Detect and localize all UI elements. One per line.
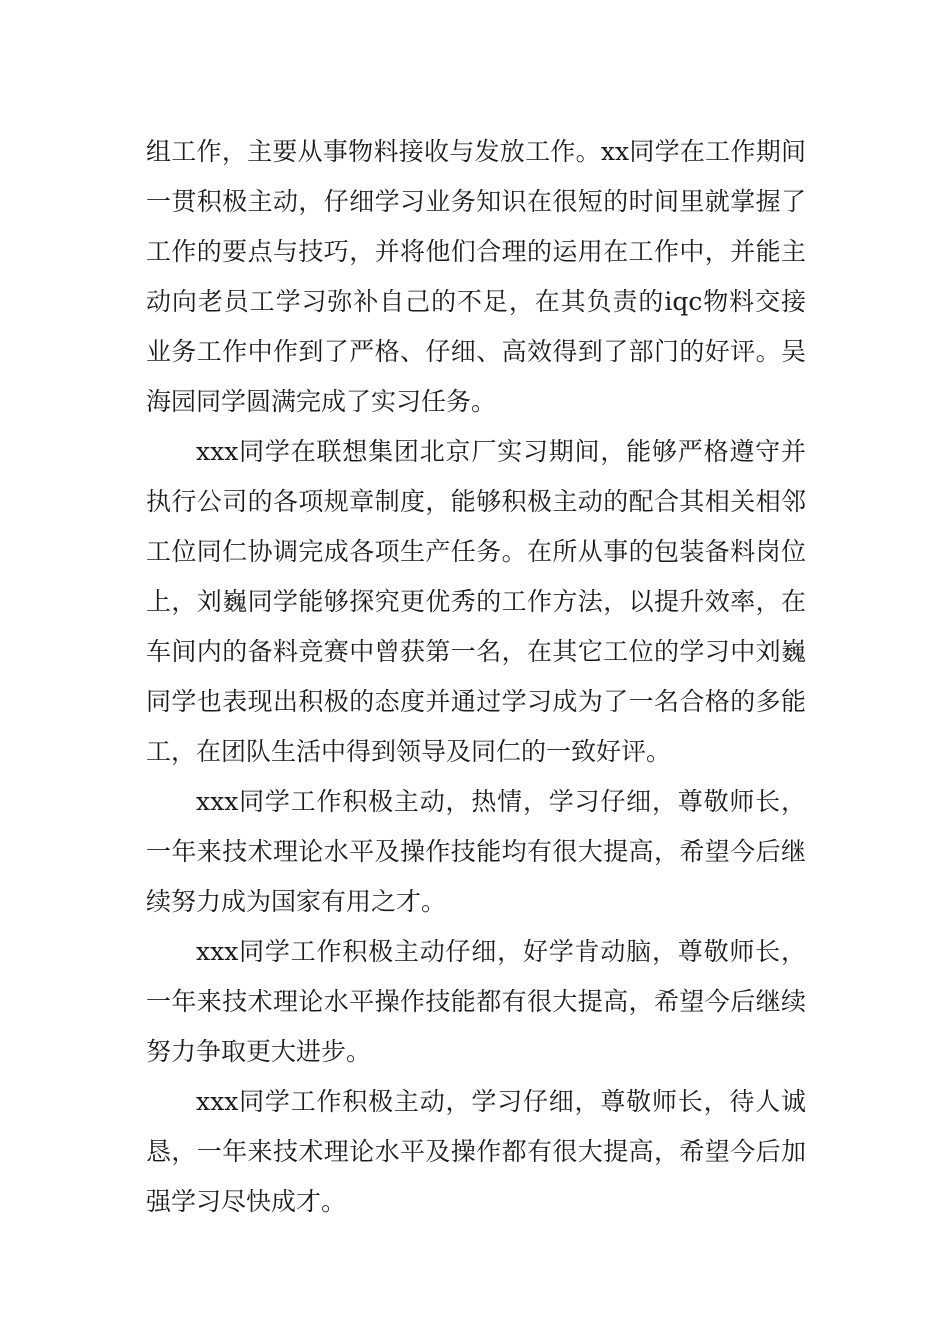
paragraph-2: xxx同学在联想集团北京厂实习期间，能够严格遵守并执行公司的各项规章制度，能够积极主动的配合其相关相邻工位同仁协调完成各项生产任务。在所从事的包装备料岗位上，刘巍同学能够探究更优秀的工作方法，以提升效率，在车间内的备料竞赛中曾获第一名，在其它工位的学习中刘巍同学也表现出积极的态度并通过学习成为了一名合格的多能工，在团队生活中得到领导及同仁的一致好评。 xyxy=(146,437,806,766)
paragraph-1: 组工作，主要从事物料接收与发放工作。xx同学在工作期间一贯积极主动，仔细学习业务知识在很短的时间里就掌握了工作的要点与技巧，并将他们合理的运用在工作中，并能主动向老员工学习弥补自己的不足，在其负责的iqc物料交接业务工作中作到了严格、仔细、高效得到了部门的好评。吴海园同学圆满完成了实习任务。 xyxy=(146,137,806,416)
paragraph-4: xxx同学工作积极主动仔细，好学肯动脑，尊敬师长，一年来技术理论水平操作技能都有很大提高，希望今后继续努力争取更大进步。 xyxy=(146,937,806,1066)
document-body xyxy=(146,127,806,1227)
paragraph-3: xxx同学工作积极主动，热情，学习仔细，尊敬师长，一年来技术理论水平及操作技能均有很大提高，希望今后继续努力成为国家有用之才。 xyxy=(146,787,806,916)
paragraph-5: xxx同学工作积极主动，学习仔细，尊敬师长，待人诚恳，一年来技术理论水平及操作都有很大提高，希望今后加强学习尽快成才。 xyxy=(146,1087,806,1216)
